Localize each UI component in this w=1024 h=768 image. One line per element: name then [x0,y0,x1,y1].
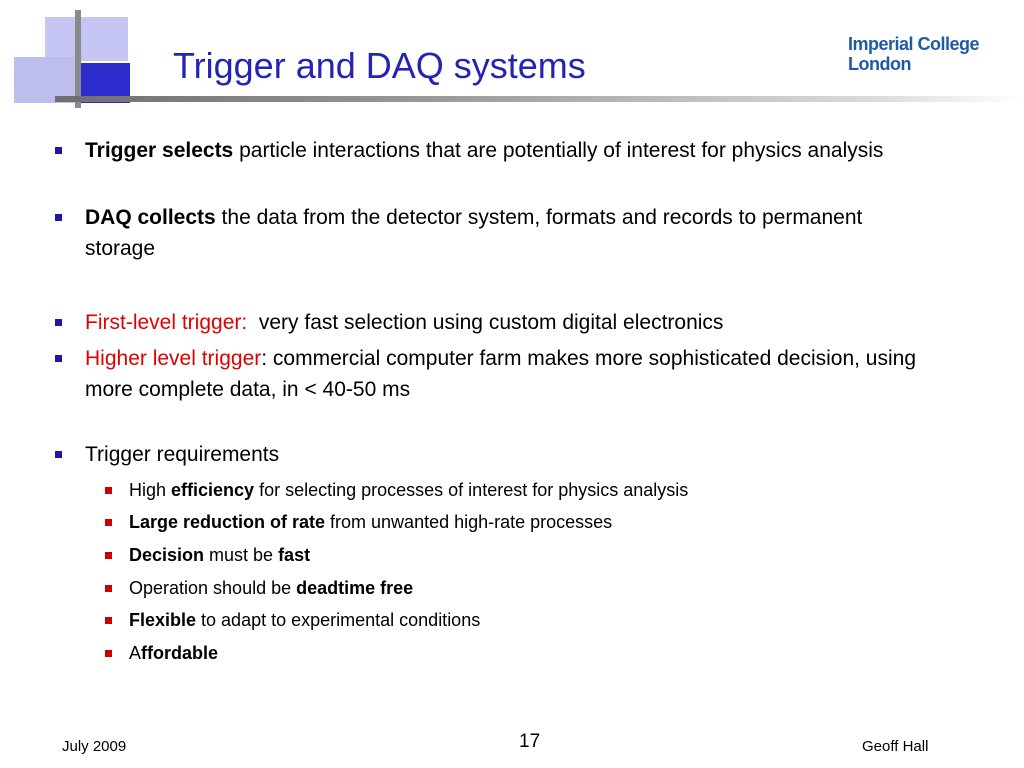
decor-vertical-bar [75,10,81,108]
requirement-item [105,510,985,534]
bullet-text: very fast selection using custom digital electronics [247,311,724,334]
bullet-trigger-requirements [55,439,985,470]
imperial-college-logo [848,34,979,74]
bullet-square-icon [55,319,62,326]
bullet-square-icon [55,451,62,458]
requirement-item [105,608,985,632]
requirement-text: to adapt to experimental conditions [196,610,481,630]
bullet-higher-level-trigger [55,343,985,405]
requirement-bold: deadtime free [296,578,414,598]
requirement-bold: Large reduction of rate [129,512,326,532]
bullet-text: : commercial computer farm makes more sophisticated decision, using more complete data, in < 40-50 ms [85,347,917,401]
requirement-bold: efficiency [171,480,255,500]
bullet-square-icon [55,355,62,362]
bullet-bold: Trigger selects [85,139,234,162]
bullet-daq-collects [55,202,985,264]
sub-bullet-square-icon [105,519,112,526]
slide-title: Trigger and DAQ systems [173,45,586,86]
logo-line-1: Imperial College [848,34,980,54]
sub-bullet-square-icon [105,617,112,624]
requirement-bold: fast [278,545,311,565]
bullet-text: particle interactions that are potentially of interest for physics analysis [233,139,884,162]
requirement-text: must be [204,545,279,565]
bullet-trigger-selects [55,135,985,197]
requirement-text: A [129,643,142,663]
sub-bullet-square-icon [105,552,112,559]
bullet-square-icon [55,147,62,154]
requirement-bold: Flexible [129,610,197,630]
requirement-text: High [129,480,172,500]
decor-square-lavender-top [45,17,128,61]
page-number: 17 [519,731,541,752]
requirement-text: from unwanted high-rate processes [325,512,613,532]
footer-date: July 2009 [62,738,127,755]
bullet-highlight: First-level trigger: [85,311,248,334]
requirement-bold: Decision [129,545,205,565]
title-underline [55,96,1024,102]
requirement-text: Operation should be [129,578,297,598]
sub-bullet-square-icon [105,585,112,592]
requirement-item [105,576,985,600]
requirement-item [105,543,985,567]
sub-bullet-square-icon [105,487,112,494]
bullet-text: Trigger requirements [85,443,280,466]
bullet-square-icon [55,214,62,221]
requirement-item [105,478,985,502]
logo-line-2: London [848,54,911,74]
footer-author: Geoff Hall [862,738,929,755]
bullet-highlight: Higher level trigger [85,347,262,370]
bullet-first-level-trigger [55,307,985,338]
bullet-bold: DAQ collects [85,206,216,229]
requirement-item [105,641,985,665]
requirement-bold: ffordable [141,643,219,663]
requirement-text: for selecting processes of interest for physics analysis [254,480,689,500]
sub-bullet-square-icon [105,650,112,657]
bullet-text: the data from the detector system, formats and records to permanent storage [85,206,863,260]
